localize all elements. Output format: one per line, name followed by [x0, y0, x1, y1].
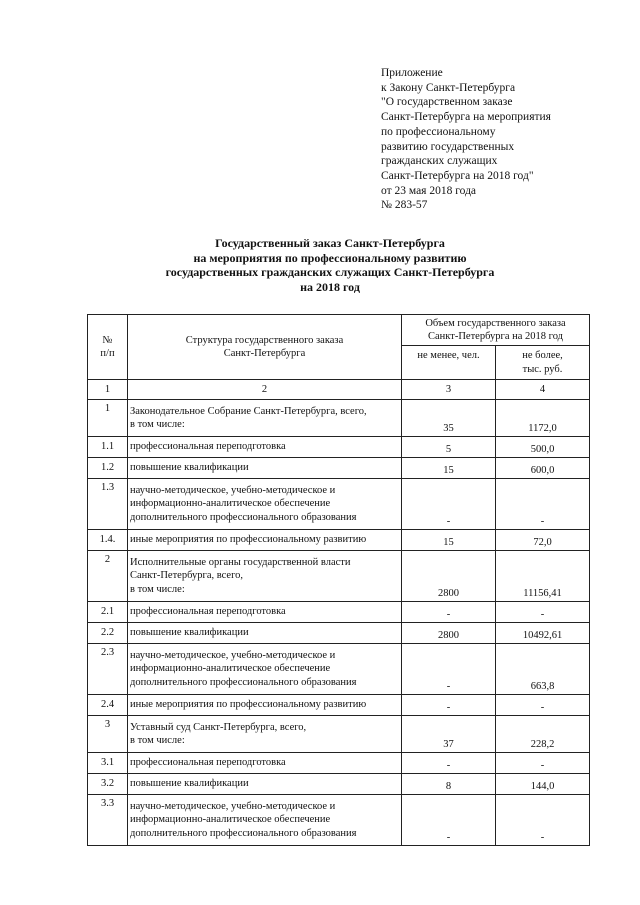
row-structure — [128, 774, 402, 795]
row-people: 35 — [402, 400, 496, 437]
appendix-line: к Закону Санкт-Петербурга — [381, 81, 516, 94]
row-structure-line: научно-методическое, учебно-методическое и — [130, 484, 336, 496]
row-structure-line: Исполнительные органы государственной власти — [130, 556, 351, 568]
row-structure — [128, 458, 402, 479]
row-people: 15 — [402, 458, 496, 479]
title-line: государственных гражданских служащих Санкт-Петербурга — [165, 265, 495, 279]
table-row — [88, 551, 590, 602]
row-structure — [128, 695, 402, 716]
table-row — [88, 753, 590, 774]
table-row — [88, 437, 590, 458]
row-money: - — [496, 479, 590, 530]
row-money: 228,2 — [496, 716, 590, 753]
appendix-line: от 23 мая 2018 года — [381, 184, 477, 197]
header-people: не менее, чел. — [402, 346, 496, 380]
header-num-line1: № — [102, 334, 113, 346]
table-row — [88, 458, 590, 479]
order-table — [87, 314, 590, 846]
table-row — [88, 644, 590, 695]
row-structure-line: научно-методическое, учебно-методическое и — [130, 800, 336, 812]
row-money: 663,8 — [496, 644, 590, 695]
row-number: 2.4 — [88, 695, 128, 716]
row-number: 1.1 — [88, 437, 128, 458]
column-index: 1 — [88, 380, 128, 400]
row-number: 1.3 — [88, 479, 128, 530]
row-structure — [128, 437, 402, 458]
appendix-block — [381, 66, 621, 213]
row-number: 3.2 — [88, 774, 128, 795]
row-people: 15 — [402, 530, 496, 551]
table-row — [88, 400, 590, 437]
row-structure-line: информационно-аналитическое обеспечение — [130, 814, 331, 826]
row-people: 8 — [402, 774, 496, 795]
row-structure-line: Уставный суд Санкт-Петербурга, всего, — [130, 721, 307, 733]
row-money: 11156,41 — [496, 551, 590, 602]
row-number: 1.2 — [88, 458, 128, 479]
row-structure-line: иные мероприятия по профессиональному развитию — [130, 534, 367, 546]
row-structure — [128, 551, 402, 602]
row-money: - — [496, 753, 590, 774]
row-money: - — [496, 602, 590, 623]
row-structure-line: иные мероприятия по профессиональному развитию — [130, 699, 367, 711]
row-number: 2.1 — [88, 602, 128, 623]
row-structure-line: дополнительного профессионального образования — [130, 827, 357, 839]
appendix-line: гражданских служащих — [381, 155, 498, 168]
row-structure-line: в том числе: — [130, 419, 185, 430]
row-money: 500,0 — [496, 437, 590, 458]
column-index: 4 — [496, 380, 590, 400]
table-row — [88, 795, 590, 846]
column-index: 3 — [402, 380, 496, 400]
row-structure-line: информационно-аналитическое обеспечение — [130, 663, 331, 675]
row-money: - — [496, 795, 590, 846]
row-number: 3.1 — [88, 753, 128, 774]
row-people: 2800 — [402, 551, 496, 602]
header-num — [88, 315, 128, 380]
row-structure-line: профессиональная переподготовка — [130, 606, 286, 618]
row-money: 600,0 — [496, 458, 590, 479]
header-volume-line1: Объем государственного заказа — [425, 317, 566, 329]
row-structure — [128, 644, 402, 695]
header-structure-line2: Санкт-Петербурга — [223, 348, 306, 359]
row-structure — [128, 716, 402, 753]
header-money-line1: не более, — [522, 350, 563, 361]
row-people: 37 — [402, 716, 496, 753]
row-money: 1172,0 — [496, 400, 590, 437]
row-people: 5 — [402, 437, 496, 458]
row-structure-line: дополнительного профессионального образования — [130, 676, 357, 688]
header-money — [496, 346, 590, 380]
appendix-line: по профессиональному — [381, 125, 496, 138]
appendix-line: Приложение — [381, 67, 443, 79]
row-structure-line: научно-методическое, учебно-методическое и — [130, 649, 336, 661]
row-structure — [128, 479, 402, 530]
header-structure — [128, 315, 402, 380]
row-people: - — [402, 795, 496, 846]
row-structure-line: информационно-аналитическое обеспечение — [130, 498, 331, 510]
header-money-line2: тыс. руб. — [522, 363, 563, 375]
row-number: 2.3 — [88, 644, 128, 695]
row-people: - — [402, 753, 496, 774]
row-structure-line: Санкт-Петербурга, всего, — [130, 570, 243, 582]
header-structure-line1: Структура государственного заказа — [185, 334, 344, 346]
table-row — [88, 695, 590, 716]
row-number: 2.2 — [88, 623, 128, 644]
row-structure — [128, 753, 402, 774]
row-people: - — [402, 602, 496, 623]
appendix-line: Санкт-Петербурга на 2018 год" — [381, 169, 534, 182]
row-structure-line: дополнительного профессионального образования — [130, 511, 357, 523]
row-structure-line: в том числе: — [130, 735, 185, 746]
column-index: 2 — [128, 380, 402, 400]
table-row — [88, 774, 590, 795]
table-row — [88, 602, 590, 623]
row-number: 3.3 — [88, 795, 128, 846]
row-people: - — [402, 479, 496, 530]
row-people: - — [402, 644, 496, 695]
row-structure — [128, 530, 402, 551]
row-number: 1 — [88, 400, 128, 437]
row-number: 3 — [88, 716, 128, 753]
row-structure — [128, 400, 402, 437]
title-line: Государственный заказ Санкт-Петербурга — [215, 236, 445, 250]
row-structure-line: в том числе: — [130, 583, 185, 595]
row-money: 144,0 — [496, 774, 590, 795]
row-structure-line: профессиональная переподготовка — [130, 757, 286, 769]
table-row — [88, 479, 590, 530]
row-number: 2 — [88, 551, 128, 602]
document-title — [60, 236, 600, 294]
row-structure — [128, 795, 402, 846]
row-structure — [128, 602, 402, 623]
row-people: 2800 — [402, 623, 496, 644]
header-volume-line2: Санкт-Петербурга на 2018 год — [428, 331, 563, 342]
table-row — [88, 716, 590, 753]
appendix-line: Санкт-Петербурга на мероприятия — [381, 111, 551, 124]
header-num-line2: п/п — [100, 348, 115, 359]
title-line: на 2018 год — [300, 279, 360, 294]
row-structure-line: повышение квалификации — [130, 462, 249, 474]
table-row — [88, 623, 590, 644]
appendix-line: развитию государственных — [381, 140, 515, 153]
row-structure-line: повышение квалификации — [130, 778, 249, 790]
row-structure-line: профессиональная переподготовка — [130, 441, 286, 453]
title-line: на мероприятия по профессиональному развитию — [193, 250, 467, 265]
row-people: - — [402, 695, 496, 716]
row-money: 72,0 — [496, 530, 590, 551]
row-money: - — [496, 695, 590, 716]
row-structure-line: повышение квалификации — [130, 627, 249, 639]
table-body — [88, 400, 590, 846]
row-number: 1.4. — [88, 530, 128, 551]
appendix-line: "О государственном заказе — [381, 96, 513, 109]
appendix-line: № 283-57 — [381, 199, 428, 212]
table-row — [88, 530, 590, 551]
header-volume — [402, 315, 590, 346]
row-structure — [128, 623, 402, 644]
row-structure-line: Законодательное Собрание Санкт-Петербурга, всего, — [130, 405, 367, 417]
row-money: 10492,61 — [496, 623, 590, 644]
